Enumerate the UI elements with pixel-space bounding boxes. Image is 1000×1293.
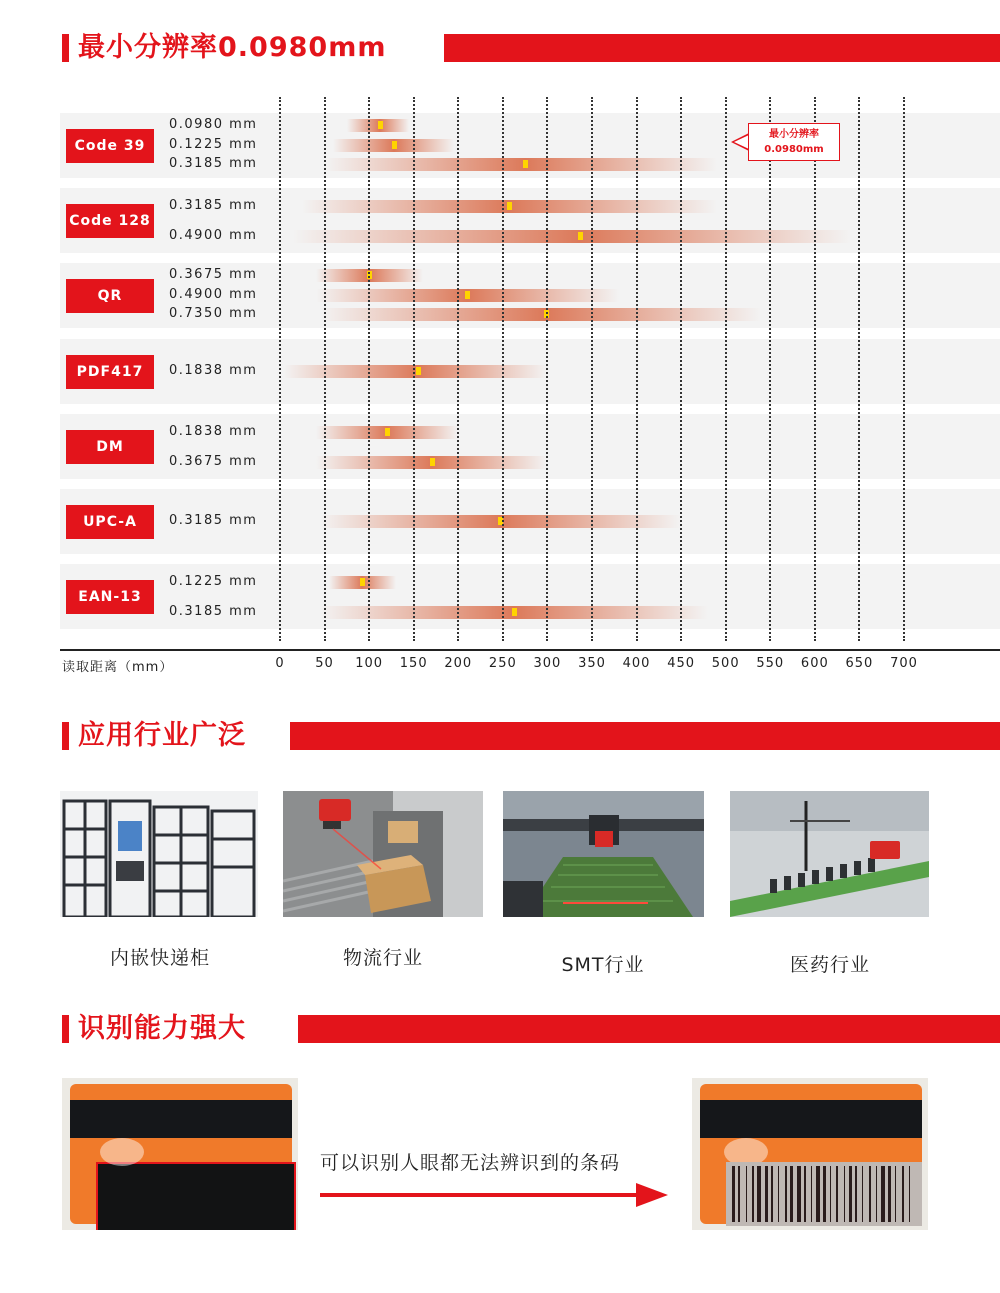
- barcode-stripe: [849, 1166, 852, 1222]
- x-tick-label: 300: [533, 656, 562, 671]
- gridline: [725, 97, 727, 641]
- arrow-shaft: [320, 1193, 640, 1197]
- barcode-stripe: [881, 1166, 885, 1222]
- code-type-label: DM: [66, 430, 154, 464]
- section-bar: [298, 1015, 1000, 1043]
- min-resolution-callout: [748, 123, 840, 161]
- optimal-distance-marker: [465, 291, 470, 299]
- glare-spot: [100, 1138, 144, 1166]
- x-tick-label: 100: [355, 656, 384, 671]
- x-tick-label: 600: [800, 656, 829, 671]
- x-axis-title: 读取距离（mm）: [62, 660, 174, 675]
- logistics-illustration: [283, 791, 483, 917]
- code-type-label: QR: [66, 279, 154, 313]
- optimal-distance-marker: [430, 458, 435, 466]
- barcode-stripe: [888, 1166, 891, 1222]
- resolution-label: 0.3185 mm: [169, 604, 258, 619]
- resolution-label: 0.3185 mm: [169, 198, 258, 213]
- barcode-stripe: [757, 1166, 761, 1222]
- resolution-label: 0.1225 mm: [169, 137, 258, 152]
- gridline: [636, 97, 638, 641]
- smt-photo: [503, 791, 704, 917]
- gridline: [769, 97, 771, 641]
- locker-photo: [60, 791, 258, 917]
- code-type-label: Code 128: [66, 204, 154, 238]
- resolution-label: 0.1838 mm: [169, 424, 258, 439]
- optimal-distance-marker: [385, 428, 390, 436]
- resolution-label: 0.0980 mm: [169, 117, 258, 132]
- callout-pointer-inner: [734, 135, 749, 149]
- x-tick-label: 500: [711, 656, 740, 671]
- barcode-stripe: [738, 1166, 740, 1222]
- pharma-illustration: [730, 791, 929, 917]
- barcode-stripe: [752, 1166, 754, 1222]
- code-type-label: Code 39: [66, 129, 154, 163]
- gridline: [457, 97, 459, 641]
- section-bar: [444, 34, 1000, 62]
- logistics-photo: [283, 791, 483, 917]
- barcode-stripe: [902, 1166, 904, 1222]
- code-type-label: UPC-A: [66, 505, 154, 539]
- x-tick-label: 0: [275, 656, 285, 671]
- optimal-distance-marker: [578, 232, 583, 240]
- callout-line1: 最小分辨率: [769, 129, 819, 140]
- hidden-barcode-area: [96, 1162, 296, 1230]
- x-tick-label: 350: [578, 656, 606, 671]
- barcode-stripe: [869, 1166, 871, 1222]
- section-header-ability: [62, 1011, 1000, 1047]
- optimal-distance-marker: [392, 141, 397, 149]
- barcode-stripe: [790, 1166, 793, 1222]
- barcode-stripe: [732, 1166, 735, 1222]
- card-before-photo: [62, 1078, 298, 1230]
- magnetic-stripe: [700, 1100, 922, 1138]
- optimal-distance-marker: [378, 121, 383, 129]
- section-header-industries: [62, 718, 1000, 754]
- gridline: [858, 97, 860, 641]
- barcode-stripe: [765, 1166, 768, 1222]
- gridline: [814, 97, 816, 641]
- optimal-distance-marker: [360, 578, 365, 586]
- resolution-label: 0.3185 mm: [169, 513, 258, 528]
- barcode-stripe: [823, 1166, 826, 1222]
- barcode-stripe: [816, 1166, 820, 1222]
- resolution-label: 0.3675 mm: [169, 267, 258, 282]
- resolution-label: 0.7350 mm: [169, 306, 258, 321]
- code-type-label: EAN-13: [66, 580, 154, 614]
- industry-label-logistics: 物流行业: [342, 947, 423, 969]
- section-marker: [62, 34, 69, 62]
- optimal-distance-marker: [523, 160, 528, 168]
- gridline: [413, 97, 415, 641]
- optimal-distance-marker: [416, 367, 421, 375]
- card-body: [70, 1084, 292, 1224]
- barcode-stripe: [830, 1166, 831, 1222]
- callout-line2: 0.0980mm: [764, 144, 824, 155]
- x-tick-label: 450: [667, 656, 696, 671]
- arrow-right-icon: [636, 1183, 668, 1207]
- industry-label-smt: SMT行业: [561, 954, 645, 976]
- section-title: 应用行业广泛: [78, 720, 246, 751]
- x-tick-label: 700: [890, 656, 918, 671]
- revealed-barcode: [726, 1162, 922, 1226]
- barcode-stripe: [746, 1166, 747, 1222]
- barcode-stripe: [855, 1166, 857, 1222]
- card-after-photo: [692, 1078, 928, 1230]
- read-range-bar: [320, 308, 761, 321]
- gridline: [546, 97, 548, 641]
- x-tick-label: 250: [488, 656, 517, 671]
- barcode-stripe: [778, 1166, 779, 1222]
- barcode-stripe: [836, 1166, 838, 1222]
- section-title: 识别能力强大: [78, 1013, 246, 1044]
- x-tick-label: 650: [845, 656, 874, 671]
- barcode-stripe: [844, 1166, 845, 1222]
- code-type-label: PDF417: [66, 355, 154, 389]
- barcode-stripe: [811, 1166, 812, 1222]
- barcode-stripe: [895, 1166, 896, 1222]
- barcode-icon: [726, 1162, 922, 1226]
- optimal-distance-marker: [507, 202, 512, 210]
- x-tick-label: 50: [315, 656, 334, 671]
- resolution-label: 0.3185 mm: [169, 156, 258, 171]
- barcode-stripe: [785, 1166, 787, 1222]
- read-range-bar: [325, 158, 717, 171]
- x-tick-label: 150: [399, 656, 428, 671]
- section-marker: [62, 722, 69, 750]
- ability-caption: 可以识别人眼都无法辨识到的条码: [320, 1152, 621, 1174]
- optimal-distance-marker: [512, 608, 517, 616]
- section-title: 最小分辨率0.0980mm: [78, 32, 387, 63]
- section-bar: [290, 722, 1000, 750]
- pharma-photo: [730, 791, 929, 917]
- magnetic-stripe: [70, 1100, 292, 1138]
- section-header-resolution: [62, 30, 1000, 66]
- x-tick-label: 200: [444, 656, 473, 671]
- industry-label-locker: 内嵌快递柜: [109, 947, 210, 969]
- resolution-label: 0.1838 mm: [169, 363, 258, 378]
- gridline: [903, 97, 905, 641]
- section-marker: [62, 1015, 69, 1043]
- gridline: [591, 97, 593, 641]
- gridline: [279, 97, 281, 641]
- resolution-label: 0.4900 mm: [169, 228, 258, 243]
- gridline: [324, 97, 326, 641]
- card-body: [700, 1084, 922, 1224]
- barcode-stripe: [797, 1166, 801, 1222]
- resolution-label: 0.1225 mm: [169, 574, 258, 589]
- resolution-label: 0.3675 mm: [169, 454, 258, 469]
- barcode-stripe: [909, 1166, 910, 1222]
- read-range-bar: [293, 230, 850, 243]
- gridline: [502, 97, 504, 641]
- locker-illustration: [60, 791, 258, 917]
- x-tick-label: 550: [756, 656, 785, 671]
- resolution-label: 0.4900 mm: [169, 287, 258, 302]
- x-tick-label: 400: [622, 656, 651, 671]
- barcode-stripe: [862, 1166, 863, 1222]
- barcode-stripe: [771, 1166, 773, 1222]
- barcode-stripe: [876, 1166, 877, 1222]
- industry-label-pharma: 医药行业: [789, 954, 870, 976]
- x-axis-line: [60, 649, 1000, 651]
- gridline: [368, 97, 370, 641]
- gridline: [680, 97, 682, 641]
- smt-illustration: [503, 791, 704, 917]
- barcode-stripe: [804, 1166, 806, 1222]
